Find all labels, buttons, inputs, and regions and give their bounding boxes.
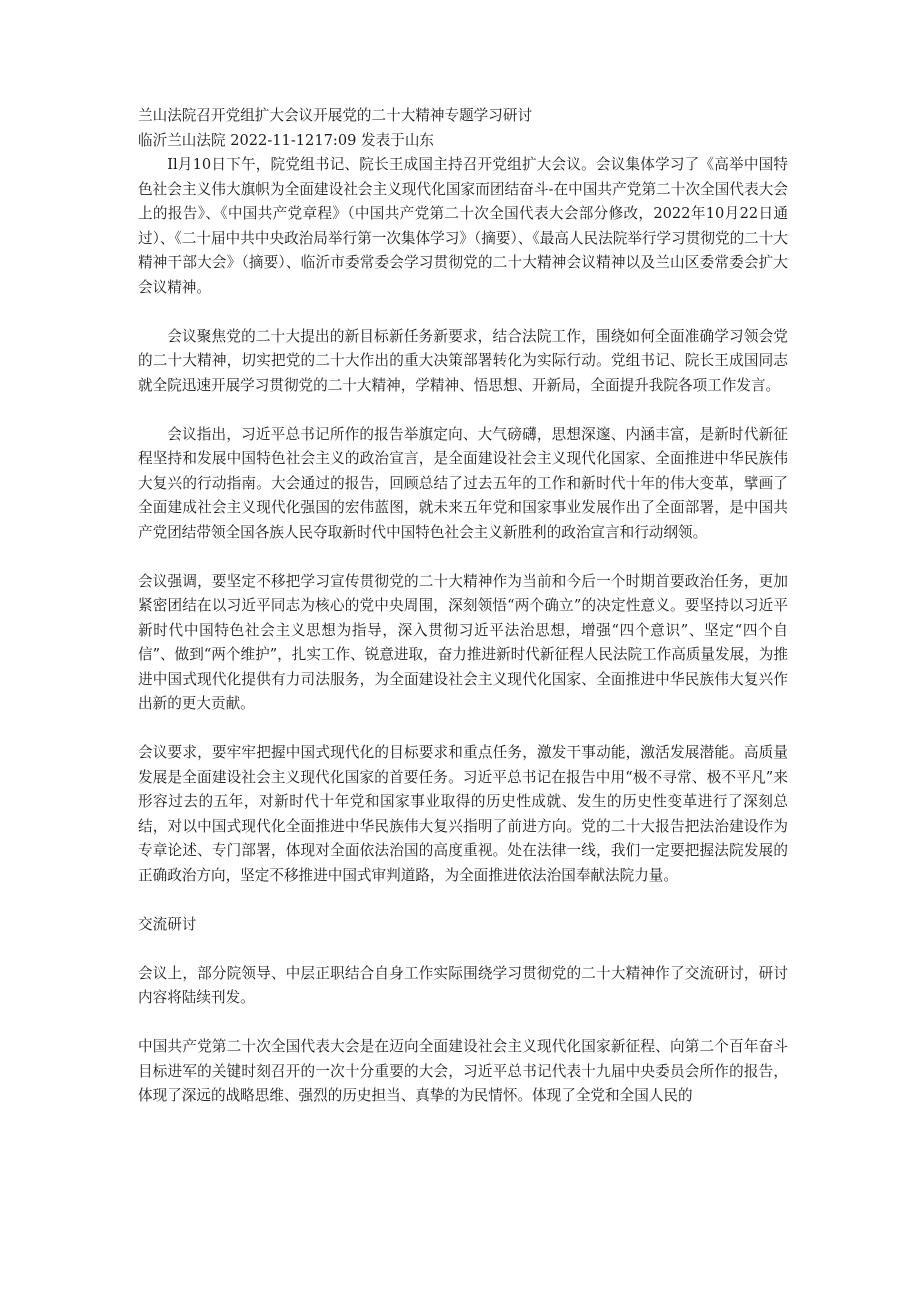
- paragraph-3: 会议指出，习近平总书记所作的报告举旗定向、大气磅礴，思想深邃、内涵丰富，是新时代新征程坚持和发展中国特色社会主义的政治宣言，是全面建设社会主义现代化国家、全面推进中华民族伟大复兴的行动指南。大会通过的报告，回顾总结了过去五年的工作和新时代十年的伟大变革，擘画了全面建成社会主义现代化强国的宏伟蓝图，就未来五年党和国家事业发展作出了全面部署，是中国共产党团结带领全国各族人民夺取新时代中国特色社会主义新胜利的政治宣言和行动纲领。: [138, 425, 788, 541]
- paragraph-5: 会议要求，要牢牢把握中国式现代化的目标要求和重点任务，激发干事动能，激活发展潜能。高质量发展是全面建设社会主义现代化国家的首要任务。习近平总书记在报告中用“极不寻常、极不平凡”来形容过去的五年，对新时代十年党和国家事业取得的历史性成就、发生的历史性变革进行了深刻总结，对以中国式现代化全面推进中华民族伟大复兴指明了前进方向。党的二十大报告把法治建设作为专章论述、专门部署，体现对全面依法治国的高度重视。处在法律一线，我们一定要把握法院发展的正确政治方向，坚定不移推进中国式审判道路，为全面推进依法治国奉献法院力量。: [138, 744, 788, 884]
- paragraph-1: Il月10日下午，院党组书记、院长王成国主持召开党组扩大会议。会议集体学习了《高举中国特色社会主义伟大旗帜为全面建设社会主义现代化国家而团结奋斗-在中国共产党第二十次全国代表大会上的报告》、《中国共产党章程》（中国共产党第二十次全国代表大会部分修改，2022年10月22日通过）、《二十届中共中央政治局举行第一次集体学习》（摘要）、《最高人民法院举行学习贯彻党的二十大精神干部大会》（摘要）、临沂市委常委会学习贯彻党的二十大精神会议精神以及兰山区委常委会扩大会议精神。: [138, 156, 788, 296]
- paragraph-2: 会议聚焦党的二十大提出的新目标新任务新要求，结合法院工作，围绕如何全面准确学习领会党的二十大精神，切实把党的二十大作出的重大决策部署转化为实际行动。党组书记、院长王成国同志就全院迅速开展学习贯彻党的二十大精神，学精神、悟思想、开新局，全面提升我院各项工作发言。: [138, 327, 788, 394]
- paragraph-6: 会议上，部分院领导、中层正职结合自身工作实际围绕学习贯彻党的二十大精神作了交流研讨，研讨内容将陆续刊发。: [138, 964, 788, 1006]
- document-page: [138, 104, 788, 1133]
- article-title: 兰山法院召开党组扩大会议开展党的二十大精神专题学习研讨: [138, 107, 533, 124]
- article-byline: 临沂兰山法院 2022-11-1217:09 发表于山东: [138, 131, 435, 149]
- paragraph-4: 会议强调，要坚定不移把学习宣传贯彻党的二十大精神作为当前和今后一个时期首要政治任务，更加紧密团结在以习近平同志为核心的党中央周围，深刻领悟“两个确立”的决定性意义。要坚持以习近平新时代中国特色社会主义思想为指导，深入贯彻习近平法治思想，增强“四个意识”、坚定“四个自信”、做到“两个维护”，扎实工作、锐意进取，奋力推进新时代新征程人民法院工作高质量发展，为推进中国式现代化提供有力司法服务，为全面建设社会主义现代化国家、全面推进中华民族伟大复兴作出新的更大贡献。: [138, 572, 788, 712]
- paragraph-7: 中国共产党第二十次全国代表大会是在迈向全面建设社会主义现代化国家新征程、向第二个百年奋斗目标进军的关键时刻召开的一次十分重要的大会，习近平总书记代表十九届中央委员会所作的报告，体现了深远的战略思维、强烈的历史担当、真挚的为民情怀。体现了全党和全国人民的: [138, 1038, 788, 1104]
- section-heading: 交流研讨: [138, 915, 197, 933]
